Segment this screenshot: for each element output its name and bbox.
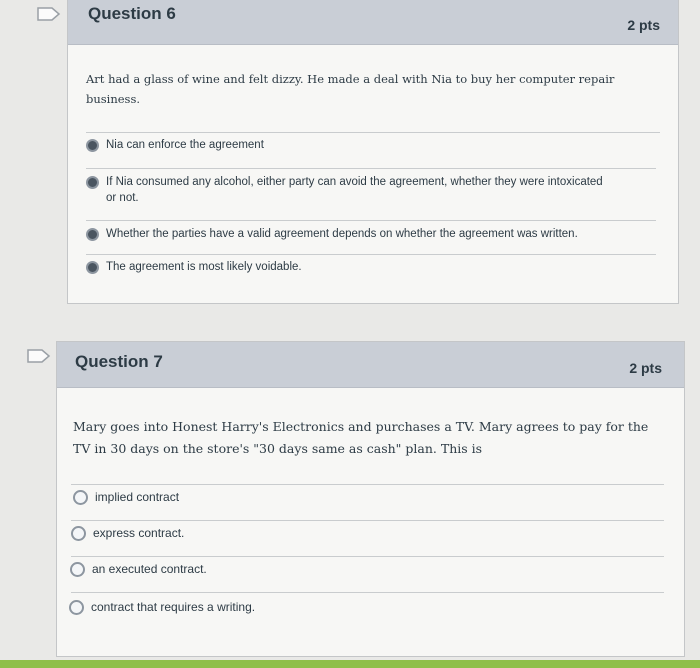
question-7-answer-3[interactable] [57,556,684,592]
question-7-card [56,341,685,657]
answer-label: contract that requires a writing. [91,600,256,614]
accent-bar [0,660,700,668]
question-7-header [57,342,684,388]
radio-button[interactable] [86,261,99,274]
question-6-answer-3[interactable] [68,220,678,254]
question-6-card [67,0,679,304]
radio-button[interactable] [71,526,86,541]
radio-button[interactable] [69,600,84,615]
question-6-answer-2[interactable] [68,168,678,220]
question-6-title: Question 6 [88,4,176,23]
question-7-answer-4[interactable] [57,592,684,632]
radio-button[interactable] [70,562,85,577]
answer-label: an executed contract. [92,562,207,576]
question-7-points: 2 pts [629,360,662,376]
answer-label: implied contract [95,490,180,504]
question-6-points: 2 pts [627,17,660,33]
answer-label: express contract. [93,526,185,540]
flag-question-7-icon[interactable] [26,348,52,364]
answer-label: Nia can enforce the agreement [106,139,264,151]
radio-button[interactable] [73,490,88,505]
question-7-answer-1[interactable] [57,484,684,520]
radio-button[interactable] [86,228,99,241]
answer-label: The agreement is most likely voidable. [106,261,302,273]
radio-button[interactable] [86,139,99,152]
answer-label: If Nia consumed any alcohol, either party can avoid the agreement, whether they were intoxicated or not. [106,176,603,204]
question-6-answer-1[interactable] [68,132,678,168]
question-7-answer-2[interactable] [57,520,684,556]
question-7-title: Question 7 [75,352,163,371]
question-6-header [68,0,678,45]
flag-question-6-icon[interactable] [36,6,62,22]
question-6-answer-4[interactable] [68,254,678,290]
question-7-text: Mary goes into Honest Harry's Electronics and purchases a TV. Mary agrees to pay for the TV in 30 days on the store's "30 days same as cash" plan. This is [73,419,649,456]
radio-button[interactable] [86,176,99,189]
question-6-text: Art had a glass of wine and felt dizzy. He made a deal with Nia to buy her computer repair business. [86,72,615,106]
answer-label: Whether the parties have a valid agreement depends on whether the agreement was written. [106,228,578,240]
